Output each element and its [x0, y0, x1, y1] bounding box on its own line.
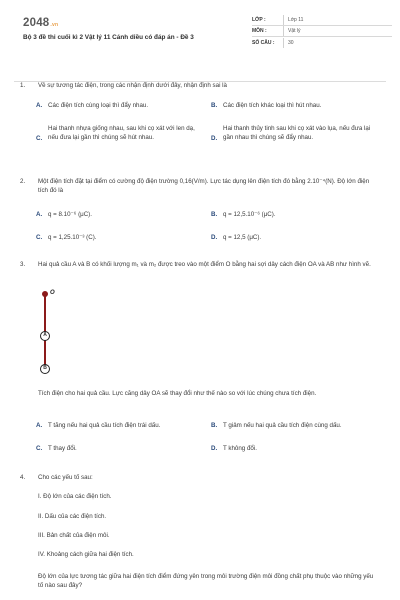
option-letter: B. [211, 422, 218, 429]
pivot-point [42, 291, 48, 297]
question-number: 2. [20, 178, 26, 185]
option-letter: B. [211, 211, 218, 218]
option-letter: D. [211, 135, 218, 142]
meta-row-count [252, 37, 392, 48]
option-text: q = 1,25.10⁻³ (C). [48, 234, 97, 241]
meta-value: Vật lý [288, 28, 301, 34]
option-text: T không đổi. [223, 445, 257, 452]
ball-b: B [40, 364, 50, 374]
meta-value: 30 [288, 39, 294, 46]
option-letter: A. [36, 422, 43, 429]
question-text: Độ lớn của lực tương tác giữa hai điện tích điểm đứng yên trong môi trường điện môi đồng chất phụ thuộc vào những yếu tố nào sau đây? [38, 573, 374, 589]
meta-label: MÔN : [252, 28, 267, 34]
option-text: Các điện tích cùng loại thì đẩy nhau. [48, 102, 149, 109]
logo-main: 2048 [23, 17, 50, 29]
pendulum-figure [36, 291, 60, 371]
option-letter: C. [36, 234, 43, 241]
exam-header [14, 13, 386, 63]
option-text: T thay đổi. [48, 445, 77, 452]
meta-label: LỚP : [252, 17, 266, 23]
option-text: q = 8.10⁻⁶ (μC). [48, 211, 92, 218]
statement-text: IV. Khoảng cách giữa hai điện tích. [38, 551, 134, 558]
statement-text: I. Độ lớn của các điện tích. [38, 493, 112, 500]
option-letter: A. [36, 211, 43, 218]
question-number: 1. [20, 82, 26, 89]
site-logo[interactable] [23, 17, 58, 29]
logo-suffix: .vn [50, 22, 59, 28]
page-title: Bộ 3 đề thi cuối kì 2 Vật lý 11 Cánh diều có đáp án - Đề 3 [23, 34, 194, 41]
option-text: Hai thanh nhựa giống nhau, sau khi cọ xát với len dạ, nếu đưa lại gần thì chúng sẽ hút nhau. [48, 125, 195, 141]
option-letter: C. [36, 135, 43, 142]
option-letter: A. [36, 102, 43, 109]
question-text: Về sự tương tác điện, trong các nhận định dưới đây, nhận định sai là [38, 82, 227, 89]
option-text: Hai thanh thủy tinh sau khi cọ xát vào lụa, nếu đưa lại gần nhau thì chúng sẽ đẩy nhau. [223, 125, 371, 141]
meta-value: Lớp 11 [288, 17, 304, 23]
exam-meta-table [252, 15, 392, 48]
question-text: Một điện tích đặt tại điểm có cường độ điện trường 0,16(V/m). Lực tác dụng lên điện tích đó bằng 2.10⁻⁴(N). Độ lớn điện tích đó là [38, 178, 370, 194]
option-letter: D. [211, 234, 218, 241]
question-text: Cho các yếu tố sau: [38, 474, 93, 481]
statement-text: II. Dấu của các điện tích. [38, 513, 107, 520]
option-text: T giảm nếu hai quả cầu tích điện cùng dấu. [223, 422, 342, 429]
question-number: 4. [20, 474, 26, 481]
question-text: Tích điện cho hai quả cầu. Lực căng dây OA sẽ thay đổi như thế nào so với lúc chúng chưa tích điện. [38, 390, 317, 397]
option-letter: B. [211, 102, 218, 109]
meta-row-subject [252, 26, 392, 37]
ball-a: A [40, 331, 50, 341]
option-letter: D. [211, 445, 218, 452]
option-text: q = 12,5.10⁻⁶ (μC). [223, 211, 276, 218]
meta-label: SỐ CÂU : [252, 39, 275, 46]
option-text: T tăng nếu hai quả cầu tích điện trái dấu. [48, 422, 161, 429]
question-number: 3. [20, 261, 26, 268]
question-text: Hai quả cầu A và B có khối lượng m₁ và m₂ được treo vào một điểm O bằng hai sợi dây cách điện OA và AB như hình vẽ. [38, 261, 371, 268]
option-text: q = 12,5 (μC). [223, 234, 262, 241]
statement-text: III. Bản chất của điện môi. [38, 532, 110, 539]
string-line [44, 295, 46, 365]
option-letter: C. [36, 445, 43, 452]
option-text: Các điện tích khác loại thì hút nhau. [223, 102, 322, 109]
meta-row-grade [252, 15, 392, 26]
point-o-label: O [50, 290, 55, 296]
